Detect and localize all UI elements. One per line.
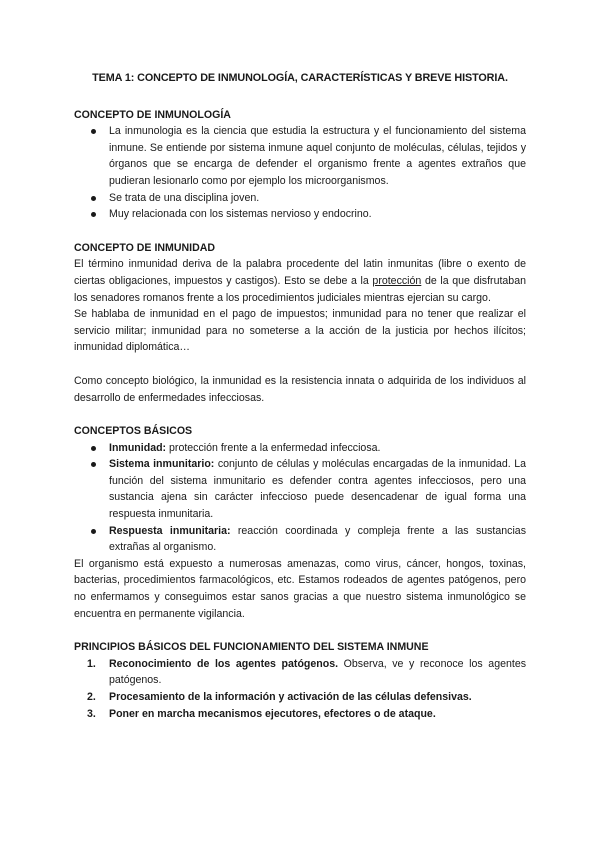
bullet-text: La inmunologia es la ciencia que estudia la estructura y el funcionamiento del sistema inmune. Se entiende por sistema inmune aquel conjunto de moléculas, células, tejidos y órganos que se encarga de defender el organismo frente a agentes extraños que pudieran lesionarlo como por ejemplo los microorganismos. — [109, 125, 526, 187]
list-item — [87, 656, 527, 689]
inmunidad-paragraph-1 — [74, 256, 526, 306]
heading-conceptos-basicos: CONCEPTOS BÁSICOS — [74, 425, 193, 438]
bullet-text: Muy relacionada con los sistemas nervioso y endocrino. — [109, 208, 372, 221]
principios-numbered-list — [74, 656, 526, 722]
inmunidad-paragraph-3: Como concepto biológico, la inmunidad es la resistencia innata o adquirida de los individuos al desarrollo de enfermedades infecciosas. — [74, 374, 526, 404]
bullet-icon — [91, 462, 96, 467]
list-item — [87, 689, 526, 706]
conceptos-closing-paragraph: El organismo está expuesto a numerosas amenazas, como virus, cáncer, hongos, toxinas, bacterias, procedimientos farmacológicos, etc. Estamos rodeados de agentes patógenos, pero no enfermamos y conseguimos estar sanos gracias a que nuestro sistema inmunológico se encuentra en permanente vigilancia. — [74, 557, 526, 620]
step-title: Procesamiento de la información y activación de las células defensivas. — [109, 691, 472, 703]
term-label: Sistema inmunitario: — [109, 458, 215, 471]
term-label: Inmunidad: — [109, 441, 167, 454]
term-definition: reacción coordinada y compleja frente a las sustancias extrañas al organismo. — [109, 524, 526, 554]
heading-concepto-inmunidad: CONCEPTO DE INMUNIDAD — [74, 241, 216, 254]
bullet-text: Se trata de una disciplina joven. — [109, 191, 260, 204]
conceptos-bullet-list — [74, 440, 526, 556]
heading-concepto-inmunologia: CONCEPTO DE INMUNOLOGÍA — [74, 108, 231, 121]
term-definition: conjunto de células y moléculas encargadas de la inmunidad. La función del sistema inmunitario es defender contra agentes infecciosos, pero una sustancia ajena sin carácter infeccioso puede desencadenar de igual forma una respuesta inmunitaria. — [109, 458, 526, 521]
bullet-icon — [91, 446, 96, 451]
inmunidad-paragraph-2: Se hablaba de inmunidad en el pago de impuestos; inmunidad para no tener que realizar el servicio militar; inmunidad para no someterse a la acción de la justicia por hechos ilícitos; inmunidad diplomática… — [74, 308, 526, 354]
step-number: 2. — [87, 691, 96, 703]
term-definition: protección frente a la enfermedad infecciosa. — [166, 441, 381, 454]
list-item — [109, 440, 526, 457]
bullet-icon — [91, 196, 96, 201]
list-item — [109, 456, 526, 522]
inmunologia-bullet-list — [74, 123, 526, 223]
step-title: Reconocimiento de los agentes patógenos. — [109, 657, 339, 670]
term-label: Respuesta inmunitaria: — [109, 524, 231, 537]
bullet-icon — [91, 129, 96, 134]
step-number: 1. — [87, 657, 96, 670]
paragraph-text: de la que disfrutaban los senadores romanos frente a los procedimientos judiciales mientras ejercian su cargo. — [74, 274, 526, 304]
step-title: Poner en marcha mecanismos ejecutores, efectores o de ataque. — [109, 707, 436, 720]
step-number: 3. — [87, 707, 96, 720]
underlined-word: protección — [372, 274, 422, 287]
paragraph-text: El término inmunidad deriva de la palabra procedente del latin inmunitas (libre o exento de ciertas obligaciones, impuestos y castigos). Esto se debe a la — [74, 258, 526, 287]
step-text: Observa, ve y reconoce los agentes patógenos. — [109, 657, 527, 687]
list-item — [109, 523, 526, 556]
list-item — [109, 206, 526, 223]
list-item — [109, 123, 526, 189]
bullet-icon — [91, 529, 96, 534]
heading-principios-basicos: PRINCIPIOS BÁSICOS DEL FUNCIONAMIENTO DEL SISTEMA INMUNE — [74, 641, 429, 654]
list-item — [87, 706, 526, 723]
list-item — [109, 190, 526, 207]
document-title: TEMA 1: CONCEPTO DE INMUNOLOGÍA, CARACTERÍSTICAS Y BREVE HISTORIA. — [92, 72, 508, 84]
bullet-icon — [91, 212, 96, 217]
